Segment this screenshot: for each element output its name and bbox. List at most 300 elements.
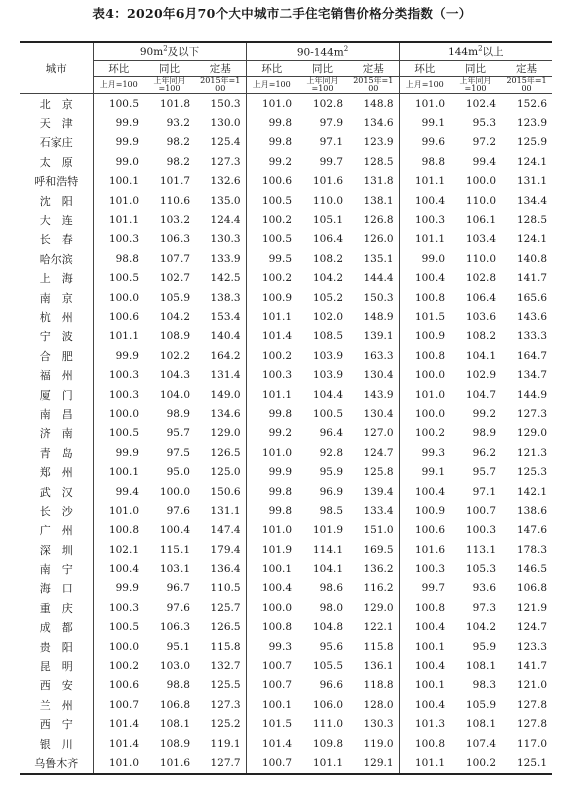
value-cell-mom: 100.7 xyxy=(246,753,297,773)
city-name-cell: 上 海 xyxy=(39,272,73,286)
table-row xyxy=(20,346,552,365)
value-cell-yoy: 105.3 xyxy=(465,563,497,576)
value-cell-mom: 101.1 xyxy=(399,172,450,191)
value-cell-yoy: 104.2 xyxy=(465,621,497,634)
value-cell-mom: 100.2 xyxy=(246,269,297,288)
table-row xyxy=(20,172,552,191)
value-cell-fixed: 125.9 xyxy=(516,136,548,149)
value-cell-fixed: 124.4 xyxy=(210,214,241,227)
value-cell-yoy: 100.5 xyxy=(312,407,344,420)
value-cell-yoy: 106.4 xyxy=(465,291,497,304)
city-name-cell: 乌鲁木齐 xyxy=(20,753,93,773)
value-cell-yoy: 93.2 xyxy=(166,117,190,130)
value-cell-yoy: 106.1 xyxy=(465,214,497,227)
value-cell-mom: 100.3 xyxy=(246,365,297,384)
value-cell-yoy: 102.0 xyxy=(312,310,344,323)
value-cell-yoy: 96.6 xyxy=(319,679,344,692)
value-cell-yoy: 115.1 xyxy=(159,543,190,556)
table-row xyxy=(20,521,552,540)
value-cell-fixed: 124.7 xyxy=(363,446,394,459)
city-name-cell: 广 州 xyxy=(39,524,73,538)
value-cell-mom: 100.0 xyxy=(399,404,450,423)
value-cell-yoy: 108.9 xyxy=(159,737,190,750)
value-cell-yoy: 107.4 xyxy=(465,737,497,750)
value-cell-fixed: 152.6 xyxy=(516,97,548,110)
value-cell-fixed: 133.4 xyxy=(363,504,394,517)
city-name-cell: 福 州 xyxy=(39,369,73,383)
value-cell-fixed: 129.1 xyxy=(348,753,399,773)
city-column-header: 城市 xyxy=(20,42,93,94)
value-cell-fixed: 118.8 xyxy=(363,679,394,692)
table-row xyxy=(20,579,552,598)
table-row xyxy=(20,734,552,753)
value-cell-fixed: 139.1 xyxy=(363,330,394,343)
value-cell-fixed: 138.1 xyxy=(363,194,394,207)
value-cell-fixed: 125.2 xyxy=(210,718,241,731)
value-cell-fixed: 127.8 xyxy=(516,718,548,731)
group-header-large: $144m^2$以上 xyxy=(399,42,552,61)
value-cell-yoy: 110.0 xyxy=(465,194,497,207)
value-cell-fixed: 128.5 xyxy=(516,214,548,227)
value-cell-mom: 101.1 xyxy=(93,327,144,346)
value-cell-mom: 100.0 xyxy=(93,288,144,307)
value-cell-fixed: 125.5 xyxy=(210,679,241,692)
group-header-small: $90m^2$及以下 xyxy=(93,42,246,61)
value-cell-fixed: 130.4 xyxy=(363,407,394,420)
value-cell-mom: 100.5 xyxy=(93,618,144,637)
value-cell-mom: 101.9 xyxy=(246,540,297,559)
value-cell-mom: 100.5 xyxy=(246,191,297,210)
value-cell-mom: 100.4 xyxy=(399,482,450,501)
value-cell-mom: 99.1 xyxy=(399,462,450,481)
value-cell-mom: 100.4 xyxy=(399,191,450,210)
value-cell-mom: 101.1 xyxy=(246,307,297,326)
value-cell-fixed: 146.5 xyxy=(516,563,548,576)
value-cell-fixed: 153.4 xyxy=(210,310,241,323)
value-cell-fixed: 106.8 xyxy=(516,582,548,595)
table-row xyxy=(20,210,552,229)
table-row xyxy=(20,753,552,773)
value-cell-yoy: 105.2 xyxy=(312,291,344,304)
value-cell-yoy: 106.0 xyxy=(312,698,344,711)
value-cell-fixed: 125.1 xyxy=(501,753,552,773)
value-cell-yoy: 100.3 xyxy=(465,524,497,537)
value-cell-fixed: 129.0 xyxy=(516,427,548,440)
value-cell-fixed: 150.3 xyxy=(363,291,394,304)
value-cell-yoy: 98.2 xyxy=(166,136,190,149)
base-header-fixed: 2015年=1 00 xyxy=(195,77,246,94)
value-cell-mom: 100.8 xyxy=(399,288,450,307)
table-row xyxy=(20,327,552,346)
value-cell-yoy: 108.9 xyxy=(159,330,190,343)
base-header-mom: 上月=100 xyxy=(93,77,144,94)
value-cell-mom: 100.9 xyxy=(246,288,297,307)
table-row xyxy=(20,637,552,656)
value-cell-fixed: 143.9 xyxy=(363,388,394,401)
value-cell-yoy: 103.6 xyxy=(465,310,497,323)
value-cell-fixed: 125.3 xyxy=(516,466,548,479)
table-row xyxy=(20,133,552,152)
value-cell-mom: 100.9 xyxy=(399,327,450,346)
value-cell-yoy: 108.1 xyxy=(465,718,497,731)
value-cell-yoy: 97.2 xyxy=(472,136,497,149)
table-body xyxy=(20,94,552,774)
city-name-cell: 昆 明 xyxy=(39,660,73,674)
value-cell-mom: 101.5 xyxy=(399,307,450,326)
value-cell-yoy: 106.8 xyxy=(159,698,190,711)
value-cell-yoy: 114.1 xyxy=(312,543,344,556)
value-cell-fixed: 178.3 xyxy=(516,543,548,556)
value-cell-yoy: 95.7 xyxy=(472,466,497,479)
value-cell-mom: 100.4 xyxy=(399,618,450,637)
value-cell-yoy: 108.5 xyxy=(312,330,344,343)
value-cell-yoy: 110.0 xyxy=(465,252,497,265)
value-cell-yoy: 98.3 xyxy=(472,679,497,692)
value-cell-fixed: 131.8 xyxy=(363,175,394,188)
value-cell-yoy: 98.6 xyxy=(319,582,344,595)
value-cell-mom: 101.4 xyxy=(93,734,144,753)
value-cell-fixed: 144.9 xyxy=(516,388,548,401)
city-name-cell: 沈 阳 xyxy=(39,194,73,208)
value-cell-yoy: 95.6 xyxy=(319,640,344,653)
value-cell-fixed: 130.3 xyxy=(210,233,241,246)
value-cell-yoy: 102.8 xyxy=(312,97,344,110)
value-cell-yoy: 104.2 xyxy=(312,272,344,285)
value-cell-mom: 100.4 xyxy=(399,269,450,288)
city-name-cell: 太 原 xyxy=(39,155,73,169)
value-cell-mom: 99.6 xyxy=(399,133,450,152)
value-cell-yoy: 100.4 xyxy=(159,524,190,537)
value-cell-fixed: 132.6 xyxy=(210,175,241,188)
table-row xyxy=(20,365,552,384)
value-cell-yoy: 108.2 xyxy=(312,252,344,265)
value-cell-fixed: 121.9 xyxy=(516,601,548,614)
value-cell-fixed: 143.6 xyxy=(516,310,548,323)
base-header-fixed: 2015年=1 00 xyxy=(501,77,552,94)
value-cell-fixed: 134.6 xyxy=(210,407,241,420)
table-row xyxy=(20,443,552,462)
value-cell-mom: 99.2 xyxy=(246,424,297,443)
value-cell-yoy: 100.2 xyxy=(450,753,501,773)
value-cell-fixed: 123.9 xyxy=(363,136,394,149)
value-cell-mom: 100.0 xyxy=(399,365,450,384)
value-cell-yoy: 105.9 xyxy=(159,291,190,304)
value-cell-mom: 100.8 xyxy=(399,734,450,753)
table-row xyxy=(20,385,552,404)
value-cell-yoy: 95.9 xyxy=(472,640,497,653)
value-cell-yoy: 113.1 xyxy=(465,543,497,556)
value-cell-fixed: 131.1 xyxy=(210,504,241,517)
value-cell-fixed: 125.7 xyxy=(210,601,241,614)
value-cell-fixed: 140.8 xyxy=(516,252,548,265)
value-cell-fixed: 122.1 xyxy=(363,621,394,634)
value-cell-mom: 99.8 xyxy=(246,113,297,132)
value-cell-yoy: 97.1 xyxy=(472,485,497,498)
value-cell-fixed: 119.1 xyxy=(210,737,241,750)
base-header-fixed: 2015年=1 00 xyxy=(348,77,399,94)
city-name-cell: 大 连 xyxy=(39,214,73,228)
value-cell-mom: 99.7 xyxy=(399,579,450,598)
value-cell-mom: 100.2 xyxy=(93,656,144,675)
city-name-cell: 石家庄 xyxy=(39,136,73,150)
metric-header-fixed: 定基 xyxy=(348,61,399,77)
value-cell-mom: 100.2 xyxy=(246,346,297,365)
value-cell-mom: 101.3 xyxy=(399,715,450,734)
value-cell-fixed: 133.9 xyxy=(210,252,241,265)
city-name-cell: 济 南 xyxy=(39,427,73,441)
value-cell-fixed: 126.5 xyxy=(210,446,241,459)
value-cell-fixed: 141.7 xyxy=(516,272,548,285)
value-cell-fixed: 135.0 xyxy=(210,194,241,207)
value-cell-mom: 100.8 xyxy=(399,346,450,365)
value-cell-yoy: 98.8 xyxy=(166,679,190,692)
city-name-cell: 兰 州 xyxy=(39,698,73,712)
value-cell-mom: 100.7 xyxy=(246,656,297,675)
table-row xyxy=(20,598,552,617)
table-row xyxy=(20,482,552,501)
city-name-cell: 郑 州 xyxy=(39,466,73,480)
value-cell-mom: 100.0 xyxy=(93,404,144,423)
city-name-cell: 武 汉 xyxy=(39,485,73,499)
value-cell-mom: 99.8 xyxy=(246,501,297,520)
value-cell-mom: 101.0 xyxy=(399,94,450,114)
value-cell-yoy: 103.9 xyxy=(312,369,344,382)
value-cell-fixed: 119.0 xyxy=(363,737,394,750)
value-cell-yoy: 104.8 xyxy=(312,621,344,634)
city-name-cell: 呼和浩特 xyxy=(34,175,79,189)
value-cell-fixed: 125.0 xyxy=(210,466,241,479)
table-row xyxy=(20,249,552,268)
value-cell-mom: 100.0 xyxy=(93,637,144,656)
value-cell-yoy: 98.2 xyxy=(166,155,190,168)
value-cell-yoy: 96.7 xyxy=(166,582,190,595)
value-cell-mom: 99.1 xyxy=(399,113,450,132)
value-cell-mom: 99.9 xyxy=(93,443,144,462)
value-cell-yoy: 99.7 xyxy=(319,155,344,168)
value-cell-mom: 99.0 xyxy=(93,152,144,171)
value-cell-yoy: 98.0 xyxy=(319,601,344,614)
value-cell-mom: 99.9 xyxy=(93,346,144,365)
value-cell-yoy: 110.0 xyxy=(312,194,344,207)
city-name-cell: 杭 州 xyxy=(39,310,73,324)
value-cell-fixed: 110.5 xyxy=(210,582,241,595)
city-name-cell: 银 川 xyxy=(39,737,73,751)
value-cell-yoy: 104.0 xyxy=(159,388,190,401)
value-cell-fixed: 128.5 xyxy=(363,155,394,168)
value-cell-fixed: 127.8 xyxy=(516,698,548,711)
value-cell-fixed: 136.4 xyxy=(210,563,241,576)
value-cell-yoy: 104.7 xyxy=(465,388,497,401)
metric-header-mom: 环比 xyxy=(246,61,297,77)
value-cell-yoy: 101.8 xyxy=(159,97,190,110)
value-cell-fixed: 125.4 xyxy=(210,136,241,149)
metric-header-yoy: 同比 xyxy=(297,61,348,77)
value-cell-yoy: 95.7 xyxy=(166,427,190,440)
value-cell-fixed: 126.8 xyxy=(363,214,394,227)
value-cell-mom: 99.9 xyxy=(246,462,297,481)
value-cell-yoy: 105.9 xyxy=(465,698,497,711)
value-cell-yoy: 104.1 xyxy=(312,563,344,576)
table-title: 表4：2020年6月70个大中城市二手住宅销售价格分类指数（一） xyxy=(92,6,472,21)
metric-header-yoy: 同比 xyxy=(144,61,195,77)
value-cell-yoy: 101.7 xyxy=(159,175,190,188)
value-cell-mom: 100.3 xyxy=(399,210,450,229)
city-name-cell: 南 京 xyxy=(39,291,73,305)
base-header-yoy: 上年同月 =100 xyxy=(297,77,348,94)
value-cell-yoy: 103.4 xyxy=(465,233,497,246)
value-cell-yoy: 96.4 xyxy=(319,427,344,440)
value-cell-yoy: 101.1 xyxy=(297,753,348,773)
value-cell-yoy: 104.1 xyxy=(465,349,497,362)
value-cell-fixed: 121.0 xyxy=(516,679,548,692)
value-cell-yoy: 104.4 xyxy=(312,388,344,401)
city-name-cell: 厦 门 xyxy=(39,388,73,402)
value-cell-mom: 99.2 xyxy=(246,152,297,171)
value-cell-mom: 100.1 xyxy=(93,462,144,481)
value-cell-mom: 102.1 xyxy=(93,540,144,559)
value-cell-fixed: 147.6 xyxy=(516,524,548,537)
group-header-medium: $90-144m^2$ xyxy=(246,42,399,61)
value-cell-yoy: 101.6 xyxy=(312,175,344,188)
value-cell-fixed: 131.1 xyxy=(516,175,548,188)
table-row xyxy=(20,695,552,714)
value-cell-yoy: 93.6 xyxy=(472,582,497,595)
value-cell-fixed: 147.4 xyxy=(210,524,241,537)
value-cell-fixed: 169.5 xyxy=(363,543,394,556)
metric-header-yoy: 同比 xyxy=(450,61,501,77)
value-cell-mom: 100.4 xyxy=(93,559,144,578)
value-cell-mom: 100.3 xyxy=(93,230,144,249)
value-cell-mom: 100.6 xyxy=(93,307,144,326)
city-name-cell: 西 安 xyxy=(39,679,73,693)
value-cell-yoy: 103.9 xyxy=(312,349,344,362)
value-cell-yoy: 107.7 xyxy=(159,252,190,265)
base-header-mom: 上月=100 xyxy=(399,77,450,94)
metric-header-mom: 环比 xyxy=(93,61,144,77)
value-cell-yoy: 98.9 xyxy=(472,427,497,440)
table-row xyxy=(20,540,552,559)
value-cell-fixed: 130.3 xyxy=(363,718,394,731)
table-row xyxy=(20,424,552,443)
value-cell-fixed: 116.2 xyxy=(363,582,394,595)
value-cell-fixed: 117.0 xyxy=(516,737,548,750)
metric-header-mom: 环比 xyxy=(399,61,450,77)
value-cell-mom: 100.3 xyxy=(93,385,144,404)
value-cell-fixed: 141.7 xyxy=(516,660,548,673)
value-cell-yoy: 97.9 xyxy=(319,117,344,130)
value-cell-yoy: 101.6 xyxy=(144,753,195,773)
city-name-cell: 天 津 xyxy=(39,117,73,131)
value-cell-fixed: 164.2 xyxy=(210,349,241,362)
value-cell-fixed: 149.0 xyxy=(210,388,241,401)
value-cell-yoy: 102.4 xyxy=(465,97,497,110)
header-row-bases xyxy=(20,77,552,94)
price-index-table xyxy=(20,41,552,775)
value-cell-yoy: 97.5 xyxy=(166,446,190,459)
value-cell-fixed: 148.9 xyxy=(363,310,394,323)
value-cell-mom: 100.2 xyxy=(246,210,297,229)
value-cell-fixed: 130.4 xyxy=(363,369,394,382)
value-cell-fixed: 179.4 xyxy=(210,543,241,556)
value-cell-mom: 101.1 xyxy=(246,385,297,404)
value-cell-fixed: 134.6 xyxy=(363,117,394,130)
city-name-cell: 成 都 xyxy=(39,621,73,635)
base-header-mom: 上月=100 xyxy=(246,77,297,94)
city-name-cell: 海 口 xyxy=(39,582,73,596)
value-cell-fixed: 136.1 xyxy=(363,660,394,673)
value-cell-mom: 100.0 xyxy=(246,598,297,617)
value-cell-fixed: 115.8 xyxy=(210,640,241,653)
value-cell-yoy: 108.2 xyxy=(465,330,497,343)
value-cell-mom: 100.4 xyxy=(399,695,450,714)
city-name-cell: 南 昌 xyxy=(39,407,73,421)
table-row xyxy=(20,404,552,423)
metric-header-fixed: 定基 xyxy=(195,61,246,77)
value-cell-fixed: 134.4 xyxy=(516,194,548,207)
table-row xyxy=(20,559,552,578)
value-cell-yoy: 105.5 xyxy=(312,660,344,673)
value-cell-mom: 100.4 xyxy=(246,579,297,598)
value-cell-fixed: 130.0 xyxy=(210,117,241,130)
value-cell-yoy: 97.6 xyxy=(166,504,190,517)
value-cell-fixed: 138.3 xyxy=(210,291,241,304)
value-cell-mom: 100.3 xyxy=(93,365,144,384)
value-cell-mom: 98.8 xyxy=(93,249,144,268)
value-cell-fixed: 128.0 xyxy=(363,698,394,711)
value-cell-mom: 101.0 xyxy=(93,501,144,520)
base-header-yoy: 上年同月 =100 xyxy=(144,77,195,94)
value-cell-yoy: 108.1 xyxy=(159,718,190,731)
value-cell-mom: 99.3 xyxy=(399,443,450,462)
value-cell-yoy: 96.9 xyxy=(319,485,344,498)
city-name-cell: 宁 波 xyxy=(39,330,73,344)
value-cell-mom: 101.6 xyxy=(399,540,450,559)
value-cell-yoy: 97.1 xyxy=(319,136,344,149)
value-cell-mom: 101.0 xyxy=(399,385,450,404)
table-row xyxy=(20,462,552,481)
value-cell-fixed: 151.0 xyxy=(363,524,394,537)
table-row xyxy=(20,288,552,307)
value-cell-mom: 99.5 xyxy=(246,249,297,268)
value-cell-yoy: 103.1 xyxy=(159,563,190,576)
value-cell-mom: 100.3 xyxy=(399,559,450,578)
value-cell-fixed: 115.8 xyxy=(363,640,394,653)
value-cell-mom: 100.5 xyxy=(93,94,144,114)
value-cell-mom: 99.8 xyxy=(246,133,297,152)
value-cell-fixed: 142.1 xyxy=(516,485,548,498)
table-row xyxy=(20,618,552,637)
value-cell-fixed: 150.6 xyxy=(210,485,241,498)
value-cell-mom: 101.4 xyxy=(246,327,297,346)
value-cell-mom: 101.4 xyxy=(246,734,297,753)
value-cell-yoy: 100.7 xyxy=(465,504,497,517)
value-cell-mom: 100.8 xyxy=(399,598,450,617)
value-cell-fixed: 131.4 xyxy=(210,369,241,382)
value-cell-yoy: 100.0 xyxy=(465,175,497,188)
table-row xyxy=(20,152,552,171)
value-cell-mom: 100.1 xyxy=(93,172,144,191)
value-cell-yoy: 106.3 xyxy=(159,233,190,246)
table-row xyxy=(20,715,552,734)
value-cell-fixed: 163.3 xyxy=(363,349,394,362)
value-cell-mom: 100.5 xyxy=(93,424,144,443)
value-cell-fixed: 123.9 xyxy=(516,117,548,130)
value-cell-mom: 101.1 xyxy=(93,210,144,229)
value-cell-yoy: 101.9 xyxy=(312,524,344,537)
value-cell-mom: 101.0 xyxy=(246,521,297,540)
value-cell-mom: 100.6 xyxy=(399,521,450,540)
value-cell-mom: 100.9 xyxy=(399,501,450,520)
